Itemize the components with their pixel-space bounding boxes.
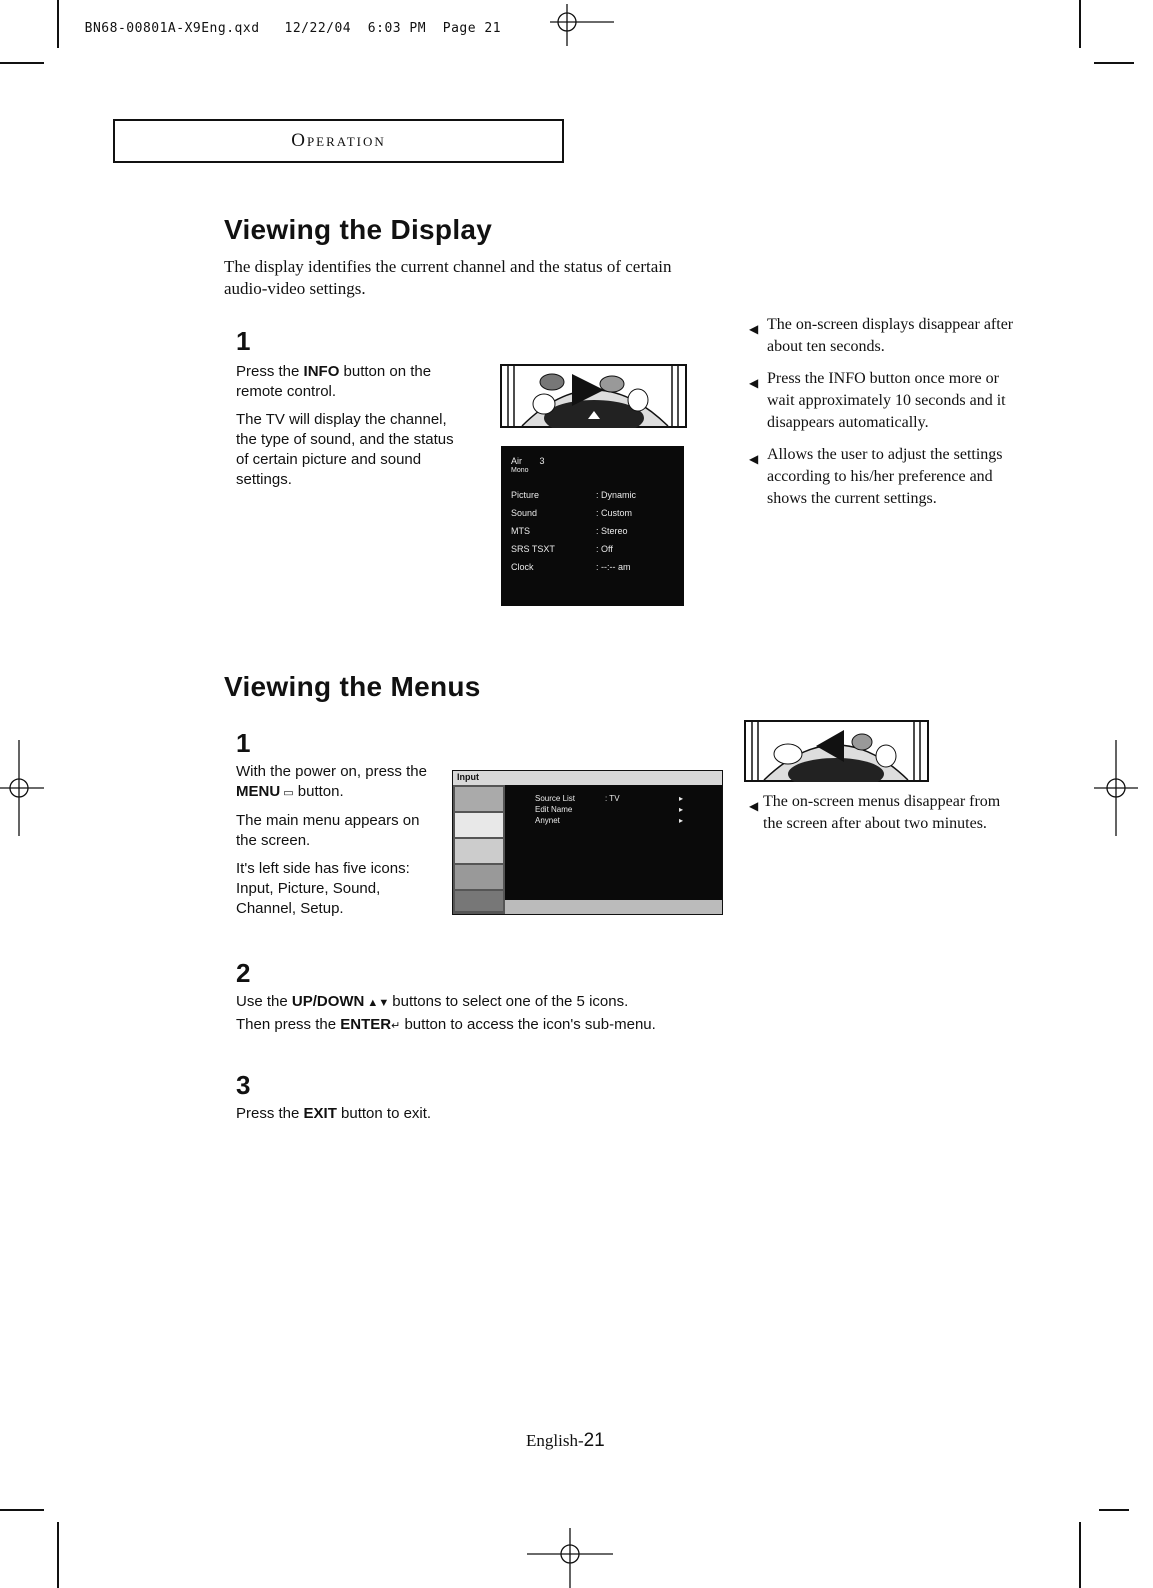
menu-key-icon: ▭ (280, 787, 294, 799)
display-step-1-text (236, 362, 461, 498)
registration-mark-right (1094, 740, 1140, 840)
crop-mark-bottom-left (57, 1522, 59, 1588)
enter-key: ENTER (340, 1016, 392, 1033)
osd-row: SRS TSXT : Off (511, 544, 613, 554)
display-intro: The display identifies the current channel and the status of certain audio-video settings. (224, 257, 672, 298)
menu-key: MENU (236, 783, 281, 800)
registration-mark-top (548, 0, 618, 50)
print-header (68, 6, 501, 36)
crop-mark-left-bottom (0, 1509, 44, 1511)
menus-step-2-number: 2 (236, 958, 251, 988)
display-heading: Viewing the Display (224, 214, 493, 245)
print-page: 21 (484, 21, 502, 36)
crop-mark-top-right (1079, 0, 1081, 48)
registration-mark-bottom (525, 1520, 615, 1588)
display-step-1-p1: Press the INFO button on the remote control. (236, 363, 432, 400)
menu-title-bar (453, 771, 722, 785)
osd-row: MTS : Stereo (511, 526, 628, 536)
crop-mark-right-bottom (1099, 1509, 1129, 1511)
osd-source: Air 3 (511, 456, 545, 466)
crop-mark-right-top (1094, 62, 1134, 64)
menu-arrows: ▸ ▸ ▸ (679, 794, 684, 825)
display-step-1-p2: The TV will display the channel, the type of sound, and the status of certain picture and sound settings. (236, 411, 454, 488)
menus-step-3-number: 3 (236, 1070, 251, 1100)
remote-menu-illustration (744, 720, 930, 782)
print-page-label: Page (442, 21, 477, 36)
picture-icon (455, 813, 503, 837)
main-menu-screen (452, 770, 723, 915)
info-key: INFO (303, 363, 340, 380)
note-bullet-icon: ◀ (749, 799, 759, 813)
crop-mark-left-top (0, 62, 44, 64)
display-note-1: ◀ The on-screen displays disappear after about ten seconds. (749, 316, 1014, 355)
menu-item: Anynet (535, 816, 560, 825)
display-notes (749, 314, 1019, 520)
crop-mark-bottom-right (1079, 1522, 1081, 1588)
menus-step-1-p1: With the power on, press the MENU ▭ button. (236, 763, 427, 800)
input-icon (455, 787, 503, 811)
menus-step-2-text (236, 991, 836, 1037)
menus-note (749, 791, 1009, 845)
info-osd-screen (501, 446, 684, 606)
note-bullet-icon: ◀ (749, 452, 759, 466)
osd-sound-mode: Mono (511, 467, 529, 474)
exit-key: EXIT (303, 1105, 337, 1122)
note-bullet-icon: ◀ (749, 376, 759, 390)
print-filename: BN68-00801A-X9Eng.qxd (84, 21, 260, 36)
setup-icon (455, 891, 503, 911)
menu-item: Edit Name (535, 805, 573, 814)
footer-page-number: 21 (583, 1430, 605, 1451)
osd-row: Sound : Custom (511, 508, 633, 518)
menu-items (535, 793, 620, 826)
display-note-3: ◀ Allows the user to adjust the settings according to his/her preference and shows the current settings. (749, 446, 1003, 507)
updown-arrows-icon: ▲▼ (364, 997, 393, 1009)
menus-note-1: ◀ The on-screen menus disappear from the screen after about two minutes. (749, 793, 1001, 832)
section-label: Operation (113, 119, 564, 163)
print-date: 12/22/04 (284, 21, 352, 36)
menus-step-2-line-1: Use the UP/DOWN ▲▼ buttons to select one of the 5 icons. (236, 993, 629, 1010)
registration-mark-left (0, 740, 46, 840)
display-note-2: ◀ Press the INFO button once more or wait approximately 10 seconds and it disappears automatically. (749, 370, 1006, 431)
print-time: 6:03 PM (367, 21, 427, 36)
menus-step-1-text (236, 762, 436, 927)
menu-title: Input (457, 772, 479, 782)
remote-info-illustration (500, 364, 688, 428)
sound-icon (455, 839, 503, 863)
crop-mark-top-left (57, 0, 59, 48)
enter-icon: ↵ (391, 1020, 401, 1032)
osd-row: Picture : Dynamic (511, 490, 637, 500)
note-bullet-icon: ◀ (749, 322, 759, 336)
updown-key: UP/DOWN (291, 993, 365, 1010)
menus-heading: Viewing the Menus (224, 671, 481, 702)
osd-rows (511, 490, 636, 580)
channel-icon (455, 865, 503, 889)
menu-item: Source List : TV (535, 794, 620, 803)
footer-language: English- (526, 1431, 584, 1450)
osd-row: Clock : --:-- am (511, 562, 631, 572)
page-footer (526, 1430, 605, 1452)
menus-step-1-number: 1 (236, 728, 251, 758)
menus-step-1-p3: It's left side has five icons: Input, Picture, Sound, Channel, Setup. (236, 860, 410, 917)
menu-icon-column (453, 785, 505, 914)
menus-step-2-line-2: Then press the ENTER↵ button to access the icon's sub-menu. (236, 1016, 656, 1033)
menus-step-3-text: Press the EXIT button to exit. (236, 1105, 432, 1122)
display-step-1-number: 1 (236, 326, 251, 356)
menu-help-bar (505, 900, 722, 914)
menus-step-1-p2: The main menu appears on the screen. (236, 812, 420, 849)
